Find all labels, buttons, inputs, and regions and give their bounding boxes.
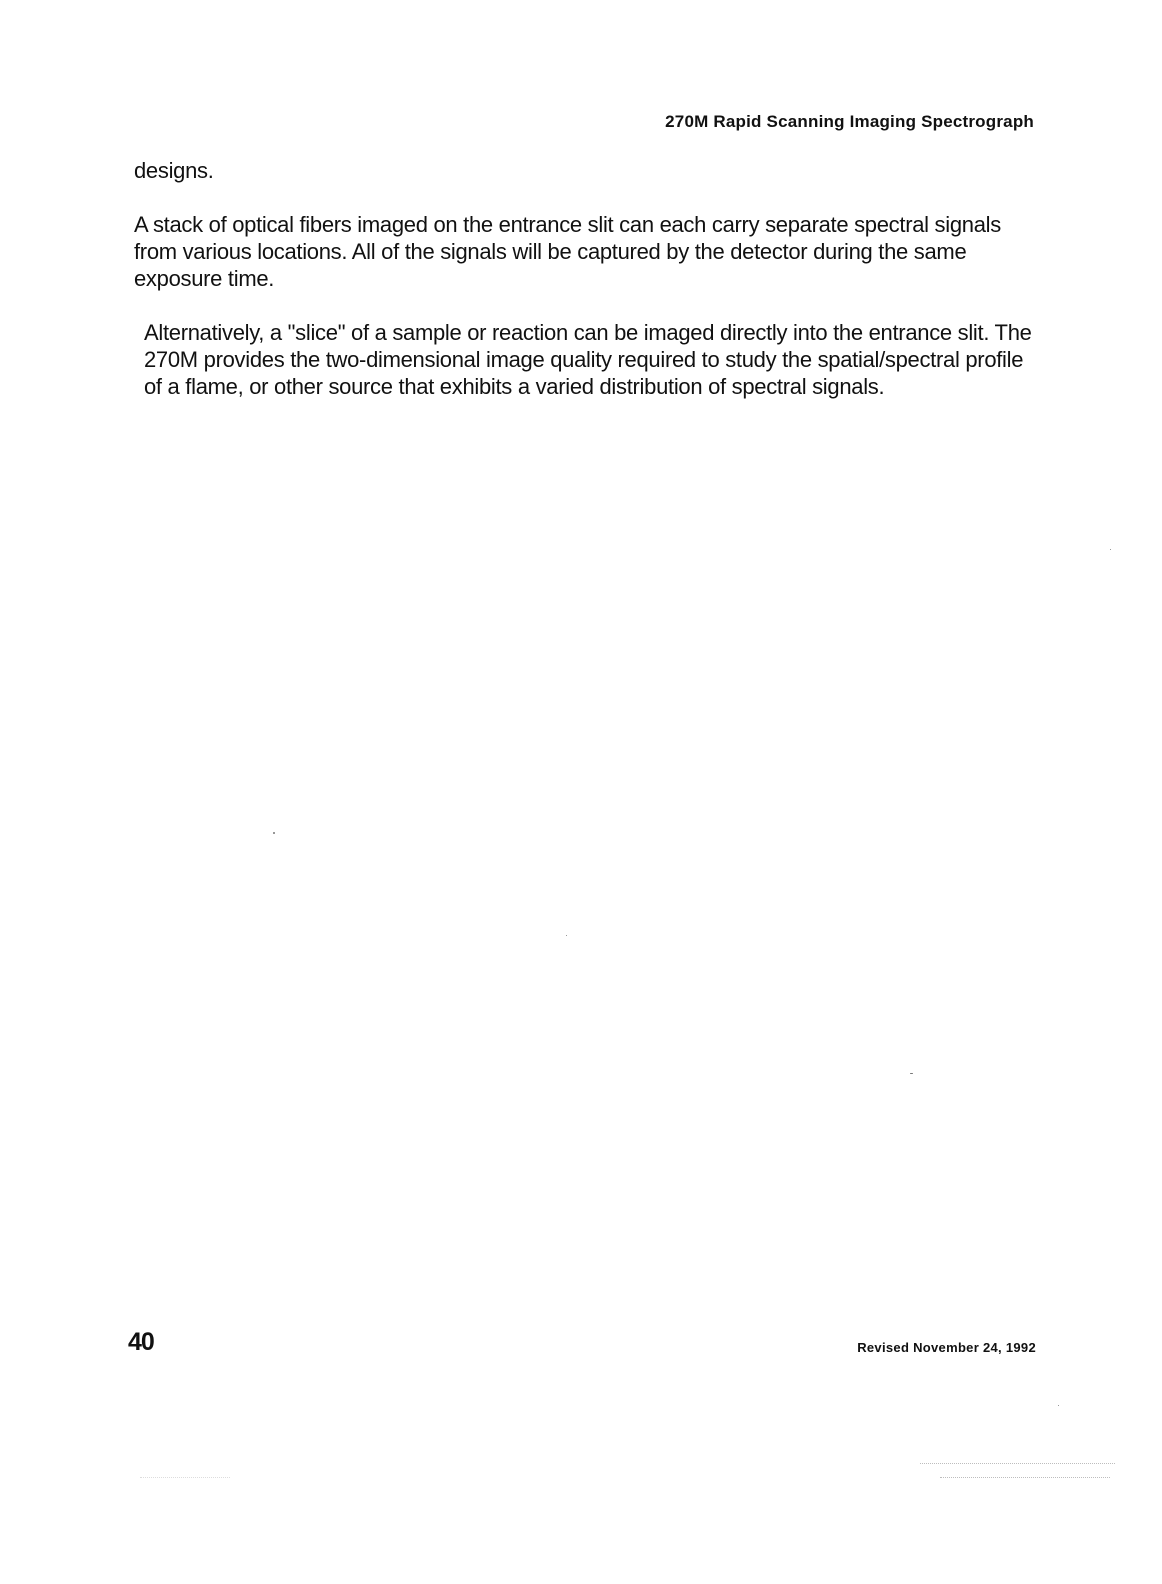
page-number: 40 — [128, 1328, 154, 1356]
scan-speck — [1110, 549, 1111, 550]
scan-speck — [566, 935, 567, 936]
paragraph-slice-imaging: Alternatively, a "slice" of a sample or reaction can be imaged directly into the entrance slit. The 270M provides the two-dimensional image quality required to study the spatial/spectral profile of a flame, or other source that exhibits a varied distribution of spectral signals. — [144, 320, 1032, 399]
running-header: 270M Rapid Scanning Imaging Spectrograph — [665, 112, 1034, 131]
scan-noise — [140, 1477, 230, 1479]
scan-speck — [273, 832, 275, 834]
paragraph-continuation: designs. — [134, 158, 214, 183]
scan-speck — [910, 1073, 913, 1074]
scan-noise — [920, 1463, 1115, 1465]
scan-noise — [940, 1477, 1110, 1479]
paragraph-fiber-stack: A stack of optical fibers imaged on the entrance slit can each carry separate spectral signals from various locations. All of the signals will be captured by the detector during the same exposure time. — [134, 212, 1001, 291]
scan-speck — [1058, 1405, 1059, 1406]
body-text — [134, 157, 1044, 427]
revision-note: Revised November 24, 1992 — [857, 1340, 1036, 1355]
